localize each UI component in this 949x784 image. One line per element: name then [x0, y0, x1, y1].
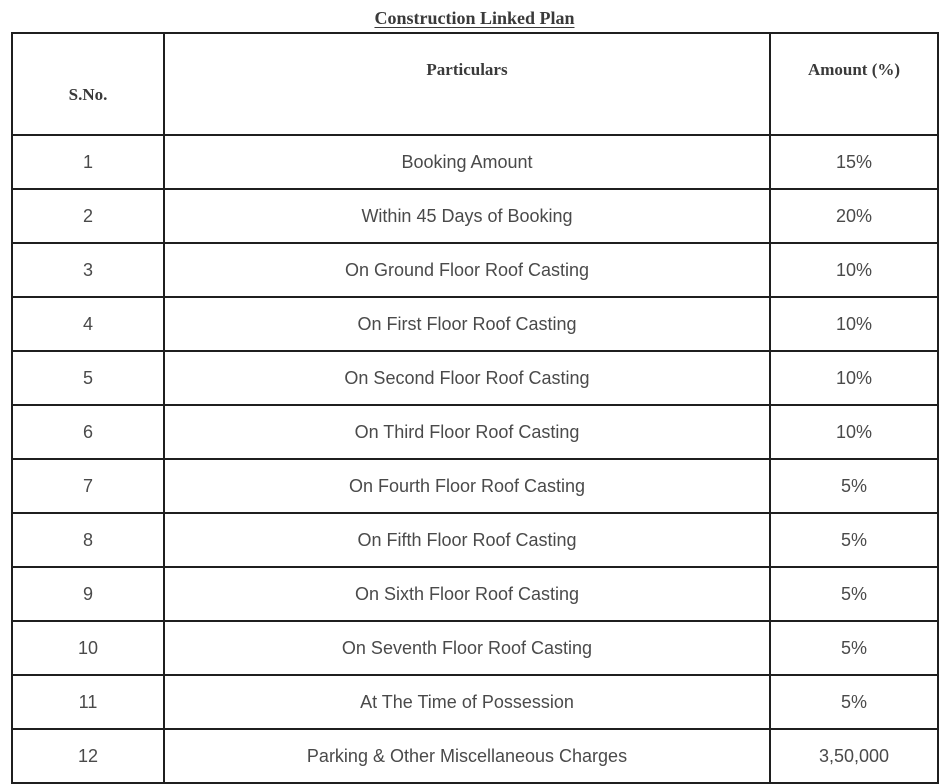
table-body	[12, 135, 938, 783]
column-header-particulars: Particulars	[164, 33, 770, 135]
cell-particulars: On Fifth Floor Roof Casting	[164, 513, 770, 567]
column-header-sno: S.No.	[12, 33, 164, 135]
cell-particulars: On First Floor Roof Casting	[164, 297, 770, 351]
cell-particulars: On Fourth Floor Roof Casting	[164, 459, 770, 513]
cell-particulars: On Third Floor Roof Casting	[164, 405, 770, 459]
table-row	[12, 243, 938, 297]
header-row	[12, 33, 938, 135]
table-row	[12, 135, 938, 189]
payment-plan-table	[11, 32, 939, 784]
cell-sno: 7	[12, 459, 164, 513]
table-header	[12, 33, 938, 135]
table-row	[12, 351, 938, 405]
cell-sno: 12	[12, 729, 164, 783]
cell-amount: 5%	[770, 459, 938, 513]
cell-sno: 4	[12, 297, 164, 351]
table-row	[12, 459, 938, 513]
cell-sno: 1	[12, 135, 164, 189]
cell-particulars: On Sixth Floor Roof Casting	[164, 567, 770, 621]
cell-particulars: On Second Floor Roof Casting	[164, 351, 770, 405]
table-row	[12, 405, 938, 459]
cell-sno: 2	[12, 189, 164, 243]
page-title: Construction Linked Plan	[374, 8, 575, 28]
table-row	[12, 513, 938, 567]
cell-amount: 5%	[770, 675, 938, 729]
column-header-amount: Amount (%)	[770, 33, 938, 135]
cell-amount: 5%	[770, 621, 938, 675]
cell-amount: 5%	[770, 567, 938, 621]
cell-amount: 20%	[770, 189, 938, 243]
cell-amount: 10%	[770, 405, 938, 459]
cell-particulars: Booking Amount	[164, 135, 770, 189]
cell-sno: 8	[12, 513, 164, 567]
table-row	[12, 567, 938, 621]
cell-amount: 10%	[770, 243, 938, 297]
cell-sno: 5	[12, 351, 164, 405]
cell-amount: 10%	[770, 297, 938, 351]
cell-amount: 15%	[770, 135, 938, 189]
cell-sno: 6	[12, 405, 164, 459]
cell-sno: 11	[12, 675, 164, 729]
cell-particulars: Parking & Other Miscellaneous Charges	[164, 729, 770, 783]
cell-sno: 10	[12, 621, 164, 675]
cell-particulars: At The Time of Possession	[164, 675, 770, 729]
table-row	[12, 297, 938, 351]
table-row	[12, 621, 938, 675]
cell-sno: 9	[12, 567, 164, 621]
cell-particulars: Within 45 Days of Booking	[164, 189, 770, 243]
cell-particulars: On Seventh Floor Roof Casting	[164, 621, 770, 675]
table-row	[12, 729, 938, 783]
cell-amount: 3,50,000	[770, 729, 938, 783]
table-row	[12, 189, 938, 243]
cell-particulars: On Ground Floor Roof Casting	[164, 243, 770, 297]
cell-amount: 10%	[770, 351, 938, 405]
table-row	[12, 675, 938, 729]
cell-amount: 5%	[770, 513, 938, 567]
cell-sno: 3	[12, 243, 164, 297]
